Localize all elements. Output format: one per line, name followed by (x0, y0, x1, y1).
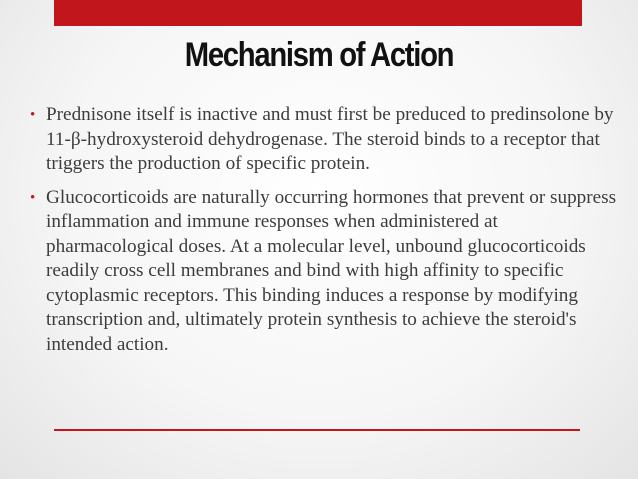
bullet-marker-icon: • (30, 107, 36, 123)
bottom-divider (54, 429, 580, 431)
bullet-text: Glucocorticoids are naturally occurring hormones that prevent or suppress inflammation and immune responses when administered at pharmacological doses. At a molecular level, unbound glucocorticoids readily cross cell membranes and bind with high affinity to specific cytoplasmic receptors. This binding induces a response by modifying transcription and, ultimately protein synthesis to achieve the steroid's intended action. (46, 186, 617, 355)
top-accent-bar (54, 0, 582, 26)
slide-title: Mechanism of Action (184, 36, 454, 74)
bullet-item (30, 186, 630, 358)
bullet-marker-icon: • (30, 189, 36, 206)
bullet-text: Prednisone itself is inactive and must first be preduced to predinsolone by 11-β-hydroxysteroid dehydrogenase. The steroid binds to a receptor that triggers the production of specific protein. (46, 104, 614, 174)
bullet-list (30, 103, 630, 366)
bullet-item (30, 103, 630, 177)
